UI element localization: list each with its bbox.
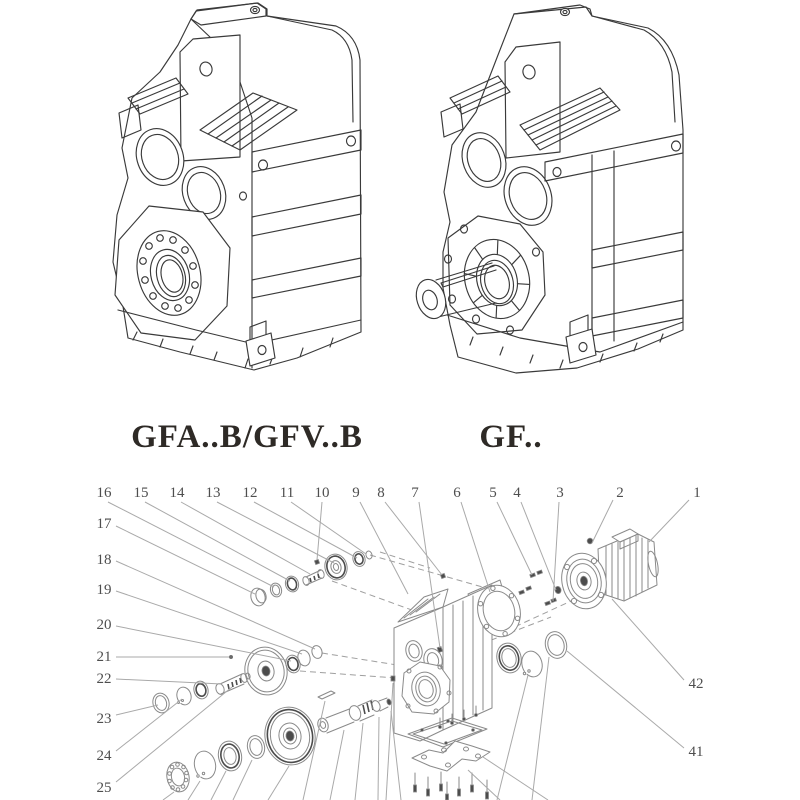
output-gear: [260, 703, 319, 769]
cover-screws: [414, 772, 489, 800]
oil-pan-cover-assembly: [408, 718, 490, 800]
callout-number-2: 2: [616, 485, 624, 501]
callout-number-9: 9: [352, 485, 360, 501]
leader-line-16: [108, 502, 274, 587]
leader-line-4: [521, 502, 556, 590]
shaft-key: [318, 691, 335, 699]
cutoff-leader-line: [268, 766, 289, 800]
callout-number-1: 1: [693, 485, 701, 501]
callout-number-18: 18: [96, 552, 112, 568]
callout-number-6: 6: [453, 485, 461, 501]
callout-number-22: 22: [96, 671, 112, 687]
callout-number-11: 11: [279, 485, 295, 501]
callout-number-3: 3: [556, 485, 564, 501]
circlip: [175, 685, 193, 706]
callout-number-12: 12: [242, 485, 258, 501]
gearbox-drawing-foot-mounted: [113, 3, 361, 370]
output-shaft: [316, 698, 392, 733]
cover-plate: [412, 741, 490, 771]
input-shaft-parts: [249, 550, 373, 607]
cutoff-leader-line: [497, 675, 528, 800]
leader-line-8: [385, 502, 442, 575]
leader-line-1: [649, 500, 689, 542]
leader-line-20: [116, 626, 291, 661]
roller-bearing: [164, 760, 192, 794]
leader-line-2: [592, 500, 613, 543]
washer: [245, 734, 266, 760]
gear: [322, 552, 350, 583]
leader-line-10: [317, 502, 322, 560]
caption-right: GF..: [479, 419, 543, 455]
motor: [557, 529, 660, 613]
seal-ring: [542, 629, 569, 661]
intermediate-shaft-parts: [151, 643, 324, 715]
oil-plug-top: [251, 6, 260, 13]
leader-line-23: [116, 705, 158, 715]
callout-number-7: 7: [411, 485, 419, 501]
leader-line-17: [116, 526, 255, 594]
leader-line-12: [254, 502, 357, 558]
callout-number-21: 21: [96, 649, 112, 665]
bearing: [494, 640, 525, 675]
washer: [310, 644, 323, 659]
long-screw: [391, 676, 395, 681]
cutoff-leader-line: [188, 781, 200, 800]
callout-number-14: 14: [169, 485, 185, 501]
bearing-seal: [216, 739, 245, 773]
cutoff-leader-line: [330, 730, 344, 800]
cutoff-leader-line: [378, 717, 379, 800]
callout-number-24: 24: [96, 748, 112, 764]
callout-number-8: 8: [377, 485, 385, 501]
leader-arrow-dot: [229, 655, 233, 659]
cutoff-leader-line: [532, 657, 549, 800]
leader-line-5: [497, 502, 532, 575]
washer: [365, 550, 373, 559]
leader-line-13: [217, 502, 334, 563]
oil-plug-top: [561, 8, 570, 15]
leader-line-41: [567, 651, 684, 748]
leader-line-14: [181, 502, 310, 574]
washer: [269, 582, 283, 598]
callout-number-17: 17: [96, 516, 112, 532]
cutoff-leader-line: [163, 792, 174, 800]
callout-number-4: 4: [513, 485, 521, 501]
callout-number-15: 15: [133, 485, 149, 501]
callout-number-10: 10: [314, 485, 330, 501]
leader-line-15: [145, 502, 290, 581]
leader-line-9: [360, 502, 408, 594]
callout-number-13: 13: [205, 485, 221, 501]
gearbox-drawing-shaft-output: [412, 5, 683, 373]
caption-left: GFA..B/GFV..B: [131, 419, 363, 455]
callout-number-25: 25: [96, 780, 112, 796]
callout-number-16: 16: [96, 485, 112, 501]
callout-number-41: 41: [688, 744, 704, 760]
oil-seal: [151, 691, 172, 714]
circlip: [192, 749, 218, 781]
circlip: [519, 649, 545, 679]
cutoff-leader-line: [355, 723, 363, 800]
callout-number-23: 23: [96, 711, 112, 727]
leader-line-22: [116, 679, 222, 684]
callout-number-42: 42: [688, 676, 704, 692]
leader-line-42: [612, 599, 684, 680]
large-gear: [240, 643, 291, 699]
callout-number-20: 20: [96, 617, 112, 633]
callout-number-5: 5: [489, 485, 497, 501]
leader-line-6: [461, 502, 490, 592]
callout-number-19: 19: [96, 582, 112, 598]
